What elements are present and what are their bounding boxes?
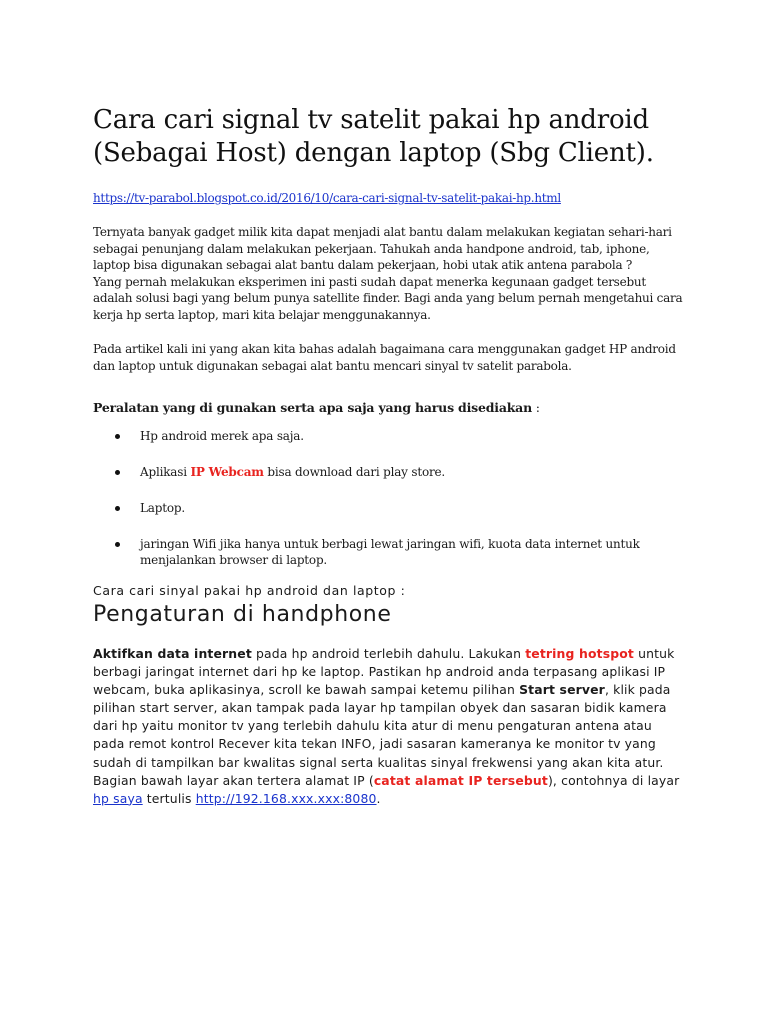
body-bold-1: Aktifkan data internet — [93, 646, 252, 661]
tools-heading-colon: : — [531, 400, 540, 415]
intro-paragraph-1: Ternyata banyak gadget milik kita dapat menjadi alat bantu dalam melakukan kegiatan sehari-hari sebagai penunjang dalam melakukan pekerjaan. Tahukah anda handpone android, tab, iphone, laptop bisa digunakan sebagai alat bantu dalam pekerjaan, hobi utak atik antena parabola ? — [93, 225, 672, 272]
bullet-icon — [115, 470, 120, 475]
tool-item-text-post: bisa download dari play store. — [263, 465, 446, 479]
tool-item-text: jaringan Wifi jika hanya untuk berbagi lewat jaringan wifi, kuota data internet untuk menjalankan browser di laptop. — [140, 537, 640, 567]
ip-webcam-highlight: IP Webcam — [190, 465, 264, 479]
section-heading: Pengaturan di handphone — [93, 602, 392, 627]
ip-address-link[interactable]: http://192.168.xxx.xxx:8080 — [195, 790, 377, 806]
tool-item-text: Hp android merek apa saja. — [140, 429, 304, 443]
article-body — [93, 104, 683, 820]
article-title: Cara cari signal tv satelit pakai hp android (Sebagai Host) dengan laptop (Sbg Client). — [93, 105, 654, 168]
tools-heading-label: Peralatan yang di gunakan serta apa saja yang harus disediakan — [93, 400, 532, 415]
list-item — [93, 500, 683, 516]
body-text-2: untuk berbagi jaringat internet dari hp ke laptop. Pastikan hp android anda terpasang aplikasi IP webcam, buka aplikasinya, scroll ke bawah sampai ketemu pilihan — [93, 646, 675, 698]
source-link[interactable]: https://tv-parabol.blogspot.co.id/2016/10/cara-cari-signal-tv-satelit-pakai-hp.html — [93, 191, 561, 205]
tools-heading — [93, 399, 683, 416]
body-bold-2: Start server — [519, 682, 605, 698]
intro-paragraph-2: Yang pernah melakukan eksperimen ini pasti sudah dapat menerka kegunaan gadget tersebut adalah solusi bagi yang belum punya satellite finder. Bagi anda yang belum pernah mengetahui cara kerja hp serta laptop, mari kita belajar menggunakannya. — [93, 274, 683, 322]
list-item — [93, 536, 683, 568]
tools-list — [93, 428, 683, 568]
method-subheading: Cara cari sinyal pakai hp android dan laptop : — [93, 583, 406, 598]
body-text-4: ), contohnya di layar — [547, 772, 680, 788]
body-text-1: pada hp android terlebih dahulu. Lakukan — [251, 646, 526, 661]
bullet-icon — [115, 542, 120, 547]
list-item — [93, 428, 683, 444]
tool-item-text-pre: Aplikasi — [140, 465, 191, 479]
body-text-6: . — [376, 790, 381, 806]
body-text-5: tertulis — [142, 790, 196, 806]
bullet-icon — [115, 434, 120, 439]
body-text-3: , klik pada pilihan start server, akan tampak pada layar hp tampilan obyek dan sasaran bidik kamera dari hp yaitu monitor tv yang terlebih dahulu kita atur di menu pengaturan antena atau pada remot kontrol Recever kita tekan INFO, jadi sasaran kameranya ke monitor tv yang sudah di tampilkan bar kwalitas signal serta kualitas sinyal frekwensi yang akan kita atur. Bagian bawah layar akan tertera alamat IP ( — [93, 682, 671, 788]
section-body — [93, 645, 683, 808]
intro-paragraph-3: Pada artikel kali ini yang akan kita bahas adalah bagaimana cara menggunakan gadget HP android dan laptop untuk digunakan sebagai alat bantu mencari sinyal tv satelit parabola. — [93, 342, 676, 373]
tool-item-text: Laptop. — [140, 501, 185, 515]
tethering-highlight: tetring hotspot — [525, 646, 635, 661]
ip-note-highlight: catat alamat IP tersebut — [373, 772, 548, 788]
bullet-icon — [115, 506, 120, 511]
hp-saya-link[interactable]: hp saya — [93, 790, 143, 806]
list-item — [93, 464, 683, 480]
